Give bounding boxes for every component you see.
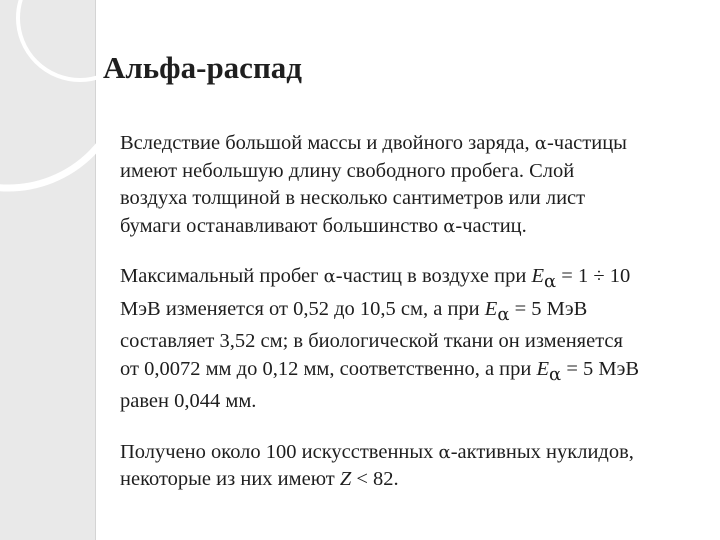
text-line: МэВ изменяется от 0,52 до 10,5 см, а при $E_\alpha = 5$ МэВ (120, 297, 588, 325)
text-line: составляет 3,52 см; в биологической ткани он изменяется (120, 330, 623, 353)
text-line: некоторые из них имеют Z < 82. (120, 468, 399, 491)
paragraph-1 (120, 130, 695, 240)
text-line: Получено около 100 искусственных α-активных нуклидов, (120, 440, 634, 463)
paragraph-3 (120, 439, 695, 494)
text-line: равен 0,044 мм. (120, 390, 257, 413)
slide-title: Альфа-распад (103, 50, 302, 85)
text-line: имеют небольшую длину свободного пробега. Слой (120, 159, 575, 182)
text-line: воздуха толщиной в несколько сантиметров или лист (120, 187, 586, 209)
text-line: Максимальный пробег α-частиц в воздухе при $E_\alpha = 1 \div 10$ (120, 265, 631, 293)
text-line: Вследствие большой массы и двойного заряда, α-частицы (120, 132, 627, 154)
text-line: бумаги останавливают большинство α-частиц. (120, 214, 527, 237)
paragraph-2 (120, 263, 695, 416)
slide-body (120, 130, 695, 517)
text-line: от 0,0072 мм до 0,12 мм, соответственно, а при $E_\alpha = 5$ МэВ (120, 357, 640, 385)
